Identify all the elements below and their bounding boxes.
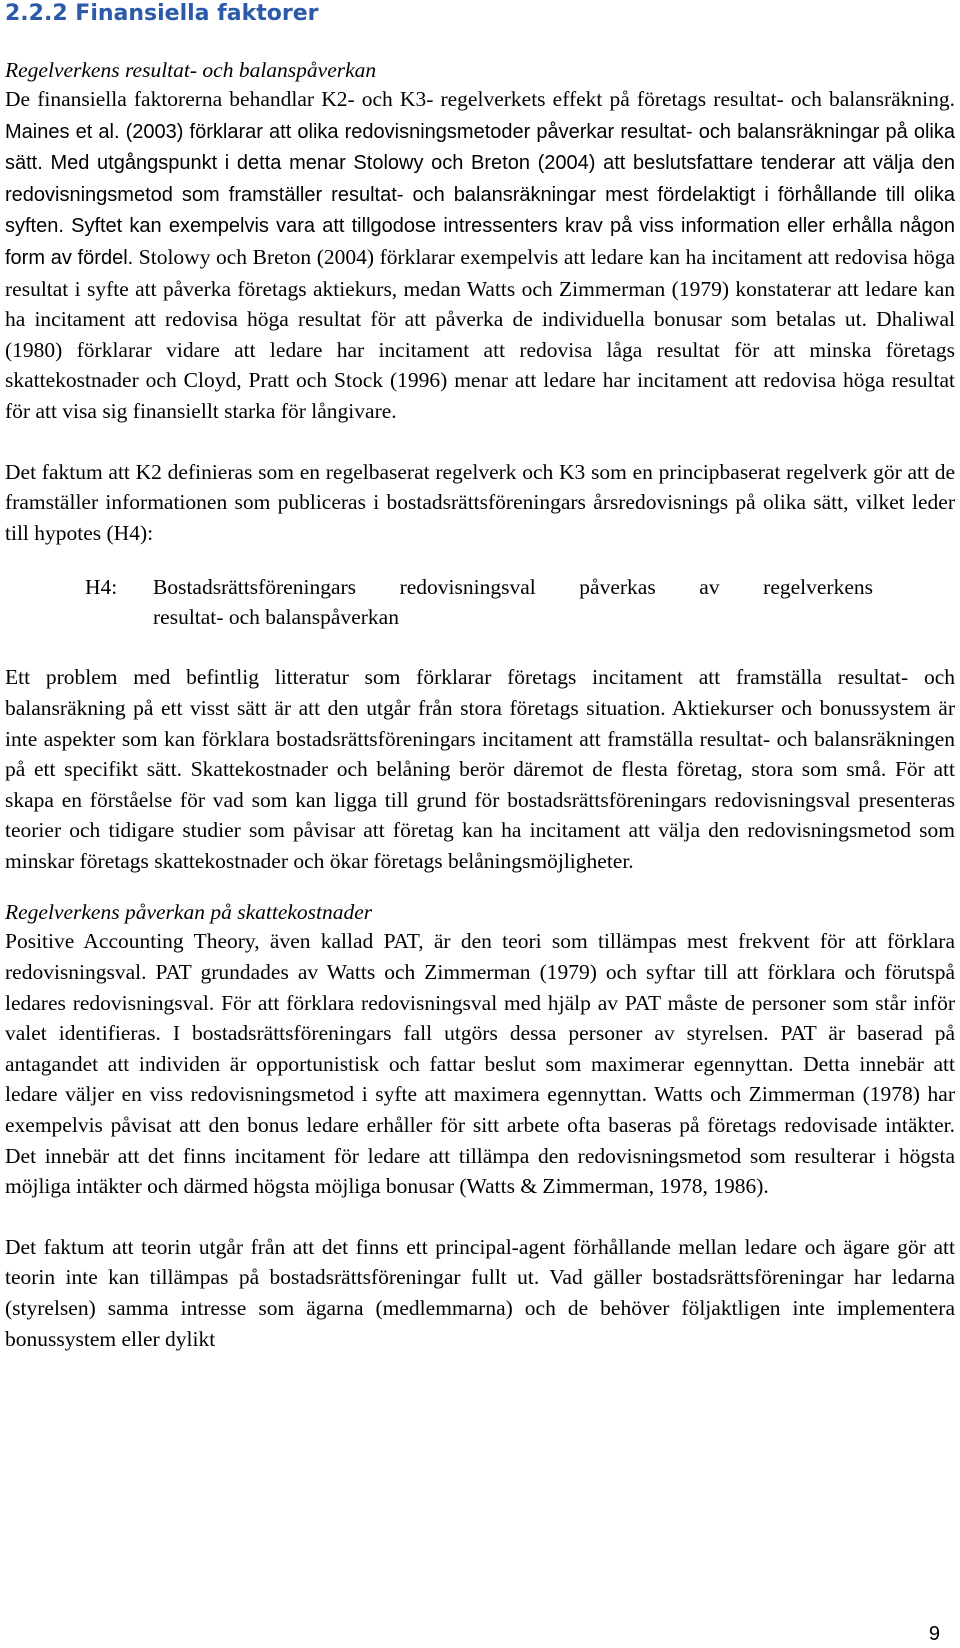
hypothesis-h4: [5, 572, 955, 632]
paragraph-pat: Positive Accounting Theory, även kallad PAT, är den teori som tillämpas mest frekvent för att förklara redovisningsval. PAT grundades av Watts och Zimmerman (1979) och syftar till att förklara och förutspå ledares redovisningsval. För att förklara redovisningsval med hjälp av PAT måste de personer som står inför valet identifieras. I bostadsrättsföreningars fall utgörs dessa personer av styrelsen. PAT är baserad på antagandet att individen är opportunistisk och fattar beslut som maximerar egennyttan. Detta innebär att ledare väljer en viss redovisningsmetod i syfte att maximera egennyttan. Watts och Zimmerman (1978) har exempelvis påvisat att den bonus ledare erhåller för sitt arbete ofta baseras på företags redovisade intäkter. Det innebär att det finns incitament för ledare att tillämpa den redovisningsmetod som resulterar i högsta möjliga intäkter och därmed högsta möjliga bonusar (Watts & Zimmerman, 1978, 1986).: [5, 929, 955, 1199]
subheading-tax-costs: Regelverkens påverkan på skattekostnader: [5, 900, 373, 925]
paragraph-financial-factors: [5, 84, 955, 427]
paragraph-sentence-sans: Maines et al. (2003) förklarar att olika redovisningsmetoder påverkar resultat- och balansräkningar på olika sätt. Med utgångspunkt i detta menar Stolowy och Breton (2004) att beslutsfattare tenderar att välja den redovisningsmetod som framställer resultat- och balansräkningar mest fördelaktigt i förhållande till olika syften. Syftet kan exempelvis vara att tillgodose intressenters krav på viss information eller erhålla någon form av fördel.: [5, 120, 955, 269]
hypothesis-text: [153, 572, 873, 632]
section-heading: 2.2.2 Finansiella faktorer: [5, 1, 319, 26]
page-number: 9: [928, 1623, 940, 1645]
paragraph-sentence-serif: Stolowy och Breton (2004) förklarar exempelvis att ledare kan ha incitament att redovisa höga resultat i syfte att påverka företags aktiekurs, medan Watts och Zimmerman (1979) konstaterar att ledare kan ha incitament att redovisa höga resultat för att påverka de individuella bonusar som betalas ut. Dhaliwal (1980) förklarar vidare att ledare har incitament att redovisa låga resultat för att minska företags skattekostnader och Cloyd, Pratt och Stock (1996) menar att ledare har incitament att redovisa höga resultat för att visa sig finansiellt starka för långivare.: [5, 244, 955, 423]
hypothesis-line-1: Bostadsrättsföreningars redovisningsval påverkas av regelverkens: [153, 575, 873, 600]
subheading-balance-impact: Regelverkens resultat- och balanspåverkan: [5, 58, 377, 82]
paragraph-k2-k3: Det faktum att K2 definieras som en regelbaserat regelverk och K3 som en principbaserat regelverk gör att de framställer informationen som publiceras i bostadsrättsföreningars årsredovisnings på olika sätt, vilket leder till hypotes (H4):: [5, 459, 955, 545]
paragraph-principal-agent: Det faktum att teorin utgår från att det finns ett principal-agent förhållande mellan ledare och ägare gör att teorin inte kan tillämpas på bostadsrättsföreningar fullt ut. Vad gäller bostadsrättsföreningar har ledarna (styrelsen) samma intresse som ägarna (medlemmarna) och de behöver följaktligen inte implementera bonussystem eller dylikt: [5, 1234, 955, 1351]
document-page: [5, 0, 955, 1354]
hypothesis-label: H4:: [85, 575, 118, 600]
paragraph-literature-problem: Ett problem med befintlig litteratur som förklarar företags incitament att framställa resultat- och balansräkning på ett visst sätt är att den utgår från stora företags situation. Aktiekurser och bonussystem är inte aspekter som kan förklara bostadsrättsföreningars incitament att framställa resultat- och balansräkningen på ett specifikt sätt. Skattekostnader och belåning berör däremot de flesta företag, stora som små. För att skapa en förståelse för vad som kan ligga till grund för bostadsrättsföreningars redovisningsval presenteras teorier och tidigare studier som påvisar att företag kan ha incitament att välja den redovisningsmetod som minskar företags skattekostnader och ökar företags belåningsmöjligheter.: [5, 665, 955, 873]
paragraph-sentence-intro: De finansiella faktorerna behandlar K2- och K3- regelverkets effekt på företags resultat- och balansräkning.: [5, 87, 955, 111]
hypothesis-line-2: resultat- och balanspåverkan: [153, 605, 399, 630]
